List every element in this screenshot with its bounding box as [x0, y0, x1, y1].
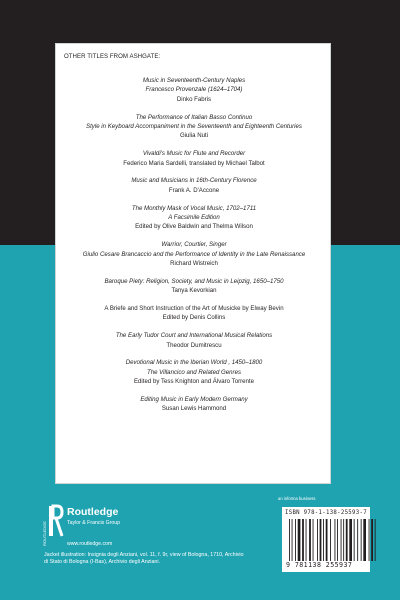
entry-title-line: The Monthly Mask of Vocal Music, 1702–1711 [131, 204, 257, 212]
title-entry [56, 240, 332, 268]
entry-author-line: Tanya Kevorkian [171, 287, 217, 295]
barcode-box [282, 507, 370, 572]
entry-title-line: Giulio Cesare Brancaccio and the Performance of Identity in the Late Renaissance [82, 250, 306, 258]
title-entry [56, 113, 332, 141]
jacket-caption: Jacket illustration: Insignia degli Anziani, vol. 11, f. 9r, view of Bologna, 1710, Archivio di Stato di Bologna (I-Bas), Archivio degli Anziani. [44, 552, 244, 566]
entry-title-line: Editing Music in Early Modern Germany [140, 396, 248, 404]
entry-title-line: Music and Musicians in 16th-Century Florence [131, 177, 257, 185]
entry-author-line: Susan Lewis Hammond [161, 405, 227, 413]
informa-imprint: an informa business [278, 496, 316, 501]
entry-author-line: Theodor Dumitrescu [166, 341, 222, 349]
publisher-name: Routledge [67, 506, 119, 518]
barcode-icon [289, 519, 365, 561]
entry-title-line: The Performance of Italian Basso Continuo [135, 113, 253, 121]
entry-title-line: The Early Tudor Court and International Musical Relations [115, 332, 273, 340]
title-entry [56, 358, 332, 386]
entry-title-line: Francesco Provenzale (1624–1704) [145, 86, 243, 94]
entry-author-line: A Briefe and Short Instruction of the Art of Musicke by Elway Bevin [104, 305, 284, 313]
title-entry [56, 176, 332, 195]
entry-title-line: Devotional Music in the Iberian World , 1450–1800 [125, 359, 263, 367]
title-entry [56, 304, 332, 323]
entry-author-line: Frank A. D'Accone [168, 186, 220, 194]
entry-author-line: Federico Maria Sardelli, translated by Michael Talbot [123, 159, 265, 167]
routledge-logo-icon [44, 506, 64, 548]
title-entry [56, 149, 332, 168]
isbn-label: ISBN 978-1-138-25593-7 [285, 510, 367, 516]
entry-author-line: Edited by Olive Baldwin and Thelma Wilson [135, 223, 253, 231]
entry-author-line: Edited by Denis Collins [162, 314, 226, 322]
barcode-digits: 9 781138 255937 [286, 561, 353, 569]
entry-title-line: Style in Keyboard Accompaniment in the Seventeenth and Eighteenth Centuries [86, 123, 302, 131]
entry-title-line: Vivaldi's Music for Flute and Recorder [142, 150, 246, 158]
entry-author-line: Giulia Nuti [179, 132, 209, 140]
title-entry [56, 76, 332, 104]
title-entry [56, 204, 332, 232]
title-entry [56, 395, 332, 414]
title-entry [56, 277, 332, 296]
publisher-url: www.routledge.com [67, 541, 113, 547]
publisher-group: Taylor & Francis Group [67, 520, 121, 526]
title-entry [56, 331, 332, 350]
entry-author-line: Dinko Fabris [176, 95, 212, 103]
entry-title-line: The Villancico and Related Genres [146, 368, 242, 376]
entry-author-line: Richard Wistreich [170, 260, 218, 268]
entry-author-line: Edited by Tess Knighton and Álvaro Torrente [133, 378, 255, 386]
entry-title-line: A Facsimile Edition [168, 214, 220, 222]
entry-title-line: Warrior, Courtier, Singer [161, 241, 227, 249]
entry-title-line: Baroque Piety: Religion, Society, and Music in Leipzig, 1650–1750 [104, 277, 284, 285]
entry-title-line: Music in Seventeenth-Century Naples [142, 77, 246, 84]
title-list [56, 76, 332, 422]
logo-vertical-text: ROUTLEDGE [42, 521, 47, 546]
titles-panel [55, 43, 331, 484]
panel-heading: OTHER TITLES FROM ASHGATE: [64, 53, 161, 60]
